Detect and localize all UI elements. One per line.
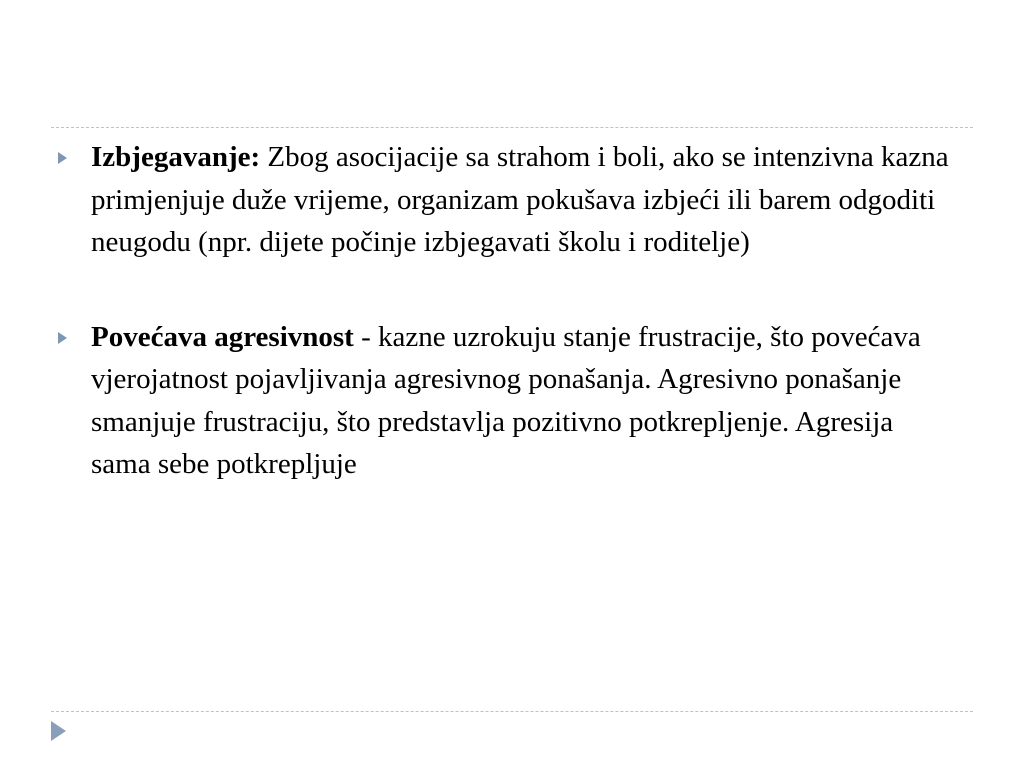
bullet-title: Povećava agresivnost bbox=[91, 320, 354, 353]
bullet-title: Izbjegavanje: bbox=[91, 141, 261, 173]
bullet-text: - kazne uzrokuju stanje frustracije, što povećava vjerojatnost pojavljivanja agresivnog ponašanja. Agresivno ponašanje smanjuje frustraciju, što predstavlja pozitivno potkrepljenje. Agresija sama sebe potkrepljuje bbox=[91, 320, 921, 480]
triangle-bullet-icon bbox=[58, 332, 67, 344]
top-divider bbox=[51, 127, 973, 128]
bullet-text: Zbog asocijacije sa strahom i boli, ako se intenzivna kazna primjenjuje duže vrijeme, organizam pokušava izbjeći ili barem odgoditi neugodu (npr. dijete počinje izbjegavati školu i roditelje) bbox=[91, 141, 949, 258]
bottom-divider bbox=[51, 711, 973, 712]
bullet-item-izbjegavanje bbox=[58, 136, 958, 264]
play-triangle-icon[interactable] bbox=[51, 721, 66, 741]
bullet-item-agresivnost bbox=[58, 316, 958, 486]
slide-content bbox=[58, 136, 958, 486]
triangle-bullet-icon bbox=[58, 152, 67, 164]
